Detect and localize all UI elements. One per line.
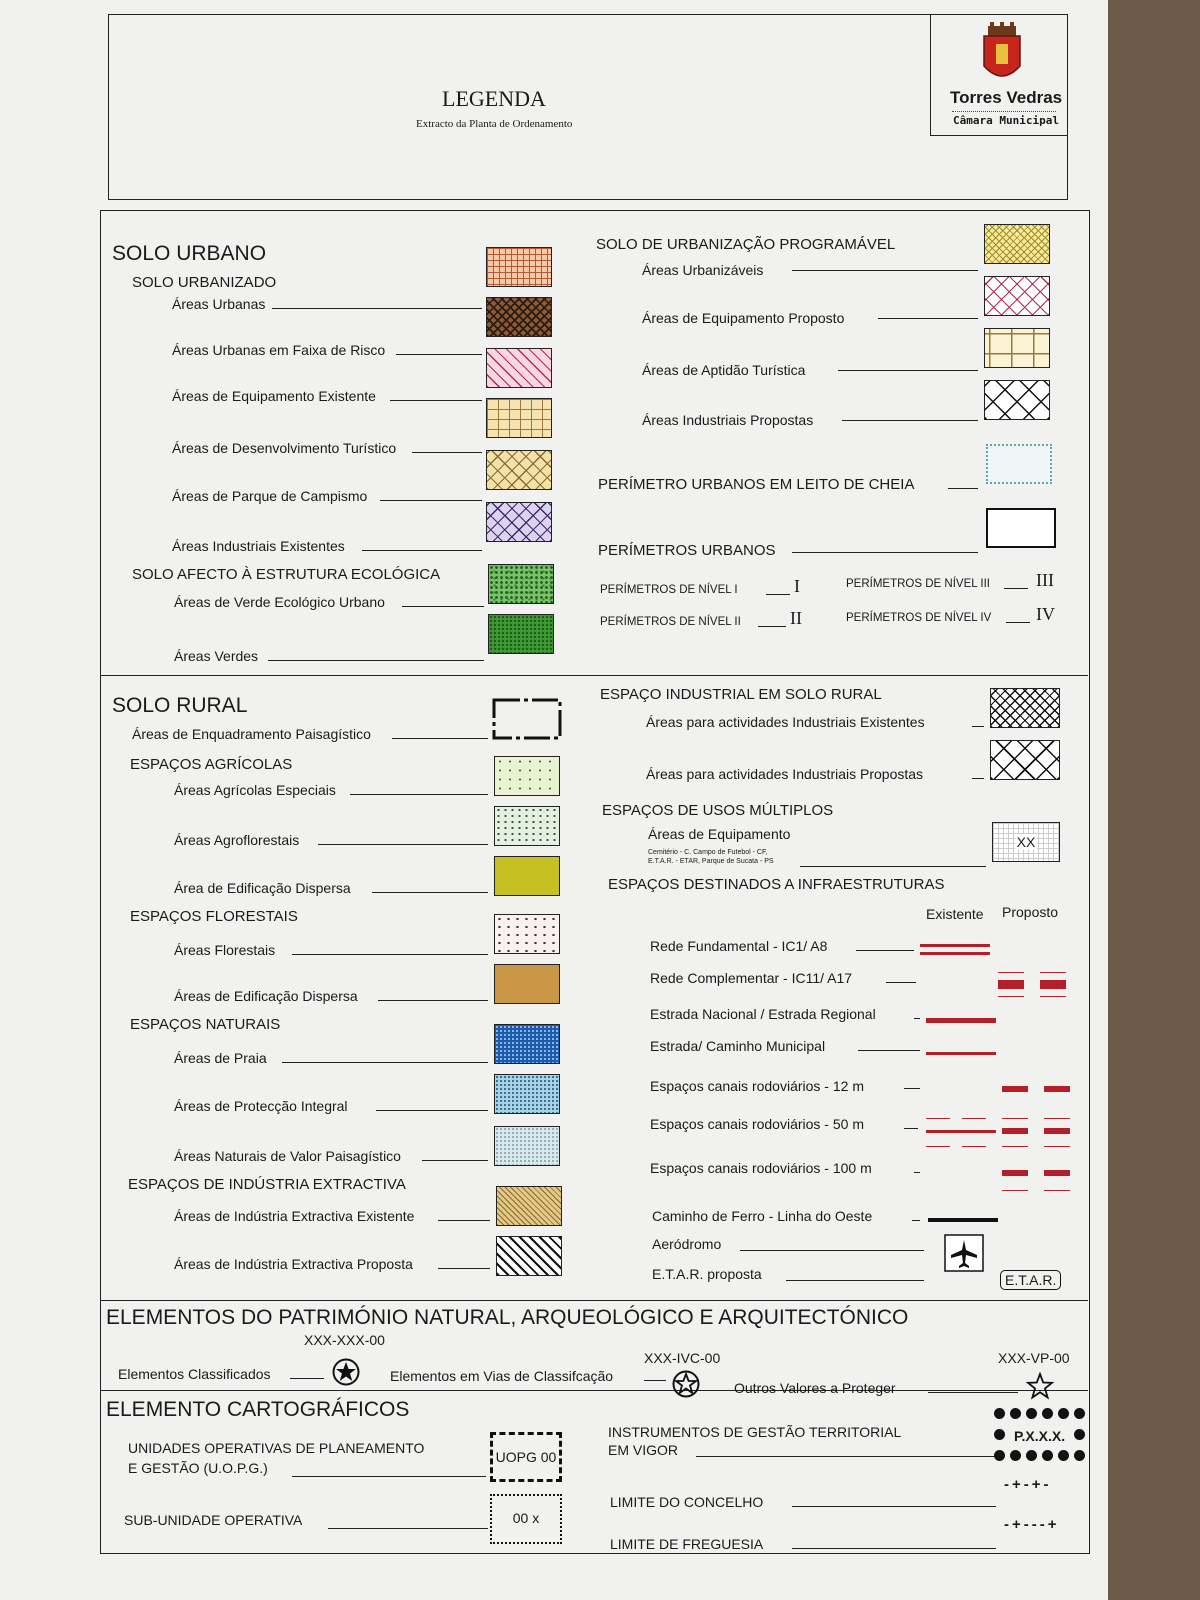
cartograficos-heading: ELEMENTO CARTOGRÁFICOS: [106, 1398, 410, 1421]
leader-line: [792, 552, 978, 553]
swatch-rural-industriais-propostas: [990, 740, 1060, 780]
leader-line: [282, 1062, 488, 1063]
leader-line: [272, 308, 482, 309]
boundary-dot: [1042, 1408, 1053, 1419]
leader-line: [786, 1280, 924, 1281]
boundary-dot: [1074, 1450, 1085, 1461]
leader-line: [856, 950, 914, 951]
road-symbol-canal-50: [1002, 1118, 1028, 1119]
leader-line: [380, 500, 482, 501]
infraestruturas-heading: ESPAÇOS DESTINADOS A INFRAESTRUTURAS: [608, 876, 945, 893]
legend-label: Áreas Agrícolas Especiais: [174, 782, 336, 798]
equipamento-note: E.T.A.R. - ETAR, Parque de Sucata - PS: [648, 858, 774, 865]
instrumentos-code: P.X.X.X.: [1014, 1428, 1066, 1444]
swatch-equipamento-proposto: [984, 276, 1050, 316]
sub-unidade-box-symbol: 00 x: [490, 1494, 562, 1544]
leader-line: [318, 844, 488, 845]
road-label: Rede Complementar - IC11/ A17: [650, 970, 853, 986]
freguesia-label: LIMITE DE FREGUESIA: [610, 1536, 764, 1552]
swatch-urbanizaveis: [984, 224, 1050, 264]
road-symbol-complementar: [1040, 972, 1066, 973]
legend-subtitle: Extracto da Planta de Ordenamento: [416, 118, 573, 130]
em-vias-label: Elementos em Vias de Classifcação: [390, 1368, 614, 1384]
nivel-label: PERÍMETROS DE NÍVEL III: [846, 578, 990, 590]
leader-line: [792, 1506, 996, 1507]
leito-cheia-label: PERÍMETRO URBANOS EM LEITO DE CHEIA: [598, 476, 915, 493]
nivel-roman: III: [1036, 570, 1054, 590]
instrumentos-label-2: EM VIGOR: [608, 1442, 679, 1458]
uopg-label-2: E GESTÃO (U.O.P.G.): [128, 1460, 268, 1476]
leader-line: [438, 1220, 490, 1221]
swatch-praia: [494, 1024, 560, 1064]
sub-unidade-label: SUB-UNIDADE OPERATIVA: [124, 1512, 303, 1528]
road-symbol-canal-100: [1002, 1170, 1028, 1176]
swatch-extractiva-proposta: [496, 1236, 562, 1276]
etar-symbol: E.T.A.R.: [1000, 1270, 1061, 1290]
boundary-dot: [1026, 1450, 1037, 1461]
florestais-subheading: ESPAÇOS FLORESTAIS: [130, 908, 298, 925]
leader-line: [438, 1268, 490, 1269]
leader-line: [912, 1220, 920, 1221]
boundary-dot: [994, 1408, 1005, 1419]
road-symbol-canal-100: [1044, 1170, 1070, 1176]
logo-dots: [952, 111, 1056, 112]
legend-label: Áreas de Praia: [174, 1050, 267, 1066]
nivel-roman: II: [790, 608, 802, 628]
logo-name: Torres Vedras: [950, 88, 1063, 107]
boundary-dot: [1074, 1429, 1085, 1440]
leader-line: [858, 1050, 920, 1051]
swatch-verde-ecologico: [488, 564, 554, 604]
leader-line: [268, 660, 484, 661]
legend-label: Áreas Naturais de Valor Paisagístico: [174, 1148, 401, 1164]
boundary-dot: [994, 1429, 1005, 1440]
leader-line: [1006, 622, 1030, 623]
leader-line: [758, 626, 786, 627]
road-symbol-canal-50: [926, 1130, 996, 1133]
extractiva-subheading: ESPAÇOS DE INDÚSTRIA EXTRACTIVA: [128, 1176, 406, 1193]
solo-urbano-heading: SOLO URBANO: [112, 242, 267, 265]
swatch-areas-urbanas: [486, 247, 552, 287]
road-symbol-complementar: [998, 980, 1024, 989]
boundary-dot: [1042, 1450, 1053, 1461]
swatch-agricolas-especiais: [494, 756, 560, 796]
leader-line: [792, 1548, 996, 1549]
proposto-column-label: Proposto: [1002, 904, 1059, 920]
road-symbol-canal-50: [1002, 1146, 1028, 1147]
outros-label: Outros Valores a Proteger: [734, 1380, 896, 1396]
legend-label: Áreas Urbanas em Faixa de Risco: [172, 342, 386, 358]
programavel-heading: SOLO DE URBANIZAÇÃO PROGRAMÁVEL: [596, 236, 896, 253]
instrumentos-label: INSTRUMENTOS DE GESTÃO TERRITORIAL: [608, 1424, 902, 1440]
swatch-usos-multiplos: [992, 822, 1060, 862]
leader-line: [972, 726, 984, 727]
swatch-proteccao-integral: [494, 1074, 560, 1114]
road-symbol-canal-50: [926, 1146, 950, 1147]
swatch-parque-campismo: [486, 450, 552, 490]
estrutura-ecologica-subheading: SOLO AFECTO À ESTRUTURA ECOLÓGICA: [132, 566, 441, 583]
leader-line: [766, 594, 790, 595]
swatch-aptidao-turistica: [984, 328, 1050, 368]
freguesia-symbol: -+---+: [1004, 1516, 1060, 1533]
code-em-vias: XXX-IVC-00: [644, 1350, 721, 1366]
legend-label: Áreas Urbanizáveis: [642, 262, 764, 278]
road-label: Aeródromo: [652, 1236, 722, 1252]
leader-line: [914, 1172, 920, 1173]
legend-label: Áreas de Equipamento: [648, 826, 791, 842]
leader-line: [392, 738, 488, 739]
perimetros-label: PERÍMETROS URBANOS: [598, 542, 776, 559]
leader-line: [948, 488, 978, 489]
swatch-edificacao-dispersa-florestal: [494, 964, 560, 1004]
leader-line: [886, 982, 916, 983]
swatch-perimetros-urbanos: [986, 508, 1056, 548]
legend-label: Áreas para actividades Industriais Existentes: [646, 714, 925, 730]
star-outline-icon: [1026, 1372, 1054, 1400]
leader-line: [292, 1476, 486, 1477]
header-box: [108, 14, 1068, 200]
boundary-dot: [1026, 1408, 1037, 1419]
road-symbol-canal-50: [1002, 1128, 1028, 1134]
road-symbol-complementar: [998, 972, 1024, 973]
leader-line: [740, 1250, 924, 1251]
legend-label: Áreas Industriais Existentes: [172, 538, 345, 554]
road-symbol-complementar: [1040, 996, 1066, 997]
divider-urbano-rural: [100, 675, 1088, 676]
code-outros: XXX-VP-00: [998, 1350, 1070, 1366]
road-label: Espaços canais rodoviários - 50 m: [650, 1116, 864, 1132]
road-symbol-municipal: [926, 1052, 996, 1055]
leader-line: [412, 452, 482, 453]
star-outline-circle-icon: [672, 1370, 700, 1398]
legend-title: LEGENDA: [442, 86, 546, 111]
legend-label: Áreas para actividades Industriais Propostas: [646, 766, 924, 782]
road-symbol-fundamental: [920, 944, 990, 947]
road-symbol-canal-100: [1002, 1190, 1028, 1191]
road-label: E.T.A.R. proposta: [652, 1266, 762, 1282]
swatch-industriais-existentes: [486, 502, 552, 542]
swatch-areas-verdes: [488, 614, 554, 654]
agricolas-subheading: ESPAÇOS AGRÍCOLAS: [130, 756, 293, 773]
legend-label: Áreas de Equipamento Proposto: [642, 310, 845, 326]
swatch-faixa-risco: [486, 297, 552, 337]
swatch-extractiva-existente: [496, 1186, 562, 1226]
swatch-enquadramento: [492, 698, 562, 740]
solo-rural-heading: SOLO RURAL: [112, 694, 248, 717]
legend-label: Áreas de Parque de Campismo: [172, 488, 368, 504]
nivel-roman: I: [794, 576, 800, 596]
boundary-dot: [1074, 1408, 1085, 1419]
swatch-florestais: [494, 914, 560, 954]
nivel-roman: IV: [1036, 604, 1055, 624]
divider-patrimonio-cartografico: [100, 1390, 1088, 1391]
swatch-edificacao-dispersa-agricola: [494, 856, 560, 896]
leader-line: [390, 400, 482, 401]
logo-subname: Câmara Municipal: [953, 114, 1059, 127]
leader-line: [290, 1378, 324, 1379]
nivel-label: PERÍMETROS DE NÍVEL I: [600, 584, 738, 596]
solo-urbanizado-subheading: SOLO URBANIZADO: [132, 274, 277, 291]
road-symbol-canal-50: [1044, 1118, 1070, 1119]
legend-label: Áreas Agroflorestais: [174, 832, 300, 848]
code-classificados: XXX-XXX-00: [304, 1332, 385, 1348]
swatch-rural-industriais-existentes: [990, 688, 1060, 728]
leader-line: [372, 892, 488, 893]
road-label: Espaços canais rodoviários - 100 m: [650, 1160, 872, 1176]
legend-label: Áreas de Edificação Dispersa: [174, 988, 358, 1004]
legend-label: Áreas Verdes: [174, 648, 259, 664]
leader-line: [402, 606, 484, 607]
classificados-label: Elementos Classificados: [118, 1366, 271, 1382]
leader-line: [292, 954, 488, 955]
leader-line: [838, 370, 978, 371]
uopg-box-symbol: UOPG 00: [490, 1432, 562, 1482]
boundary-dot: [1058, 1408, 1069, 1419]
leader-line: [378, 1000, 488, 1001]
road-symbol-canal-50: [1044, 1128, 1070, 1134]
road-symbol-nacional: [926, 1018, 996, 1023]
industrial-rural-heading: ESPAÇO INDUSTRIAL EM SOLO RURAL: [600, 686, 882, 703]
legend-label: Áreas de Aptidão Turística: [642, 362, 806, 378]
swatch-equipamento-existente: [486, 348, 552, 388]
swatch-valor-paisagistico: [494, 1126, 560, 1166]
boundary-dot: [994, 1450, 1005, 1461]
leader-line: [904, 1128, 918, 1129]
leader-line: [696, 1456, 996, 1457]
road-symbol-complementar: [1040, 980, 1066, 989]
concelho-label: LIMITE DO CONCELHO: [610, 1494, 764, 1510]
leader-line: [904, 1088, 920, 1089]
leader-line: [878, 318, 978, 319]
usos-multiplos-heading: ESPAÇOS DE USOS MÚLTIPLOS: [602, 802, 834, 819]
airplane-icon: [944, 1234, 984, 1272]
legend-label: Área de Edificação Dispersa: [174, 880, 351, 896]
road-label: Espaços canais rodoviários - 12 m: [650, 1078, 864, 1094]
legend-label: Áreas de Desenvolvimento Turístico: [172, 440, 397, 456]
leader-line: [792, 270, 978, 271]
leader-line: [396, 354, 482, 355]
road-label: Estrada/ Caminho Municipal: [650, 1038, 826, 1054]
legend-label: Áreas de Indústria Extractiva Proposta: [174, 1256, 413, 1272]
leader-line: [928, 1392, 1018, 1393]
legend-label: Áreas Industriais Propostas: [642, 412, 814, 428]
legend-label: Áreas de Equipamento Existente: [172, 388, 376, 404]
leader-line: [914, 1018, 920, 1019]
leader-line: [842, 420, 978, 421]
legend-label: Áreas de Protecção Integral: [174, 1098, 348, 1114]
leader-line: [376, 1110, 488, 1111]
legend-label: Áreas de Enquadramento Paisagístico: [132, 726, 371, 742]
legend-label: Áreas de Indústria Extractiva Existente: [174, 1208, 415, 1224]
leader-line: [800, 866, 986, 867]
road-symbol-canal-50: [1044, 1146, 1070, 1147]
swatch-agroflorestais: [494, 806, 560, 846]
divider-rural-patrimonio: [100, 1300, 1088, 1301]
legend-label: Áreas Florestais: [174, 942, 276, 958]
star-filled-circle-icon: [332, 1358, 360, 1386]
road-symbol-fundamental: [920, 952, 990, 955]
naturais-subheading: ESPAÇOS NATURAIS: [130, 1016, 281, 1033]
boundary-dot: [1010, 1450, 1021, 1461]
patrimonio-heading: ELEMENTOS DO PATRIMÓNIO NATURAL, ARQUEOLÓGICO E ARQUITECTÓNICO: [106, 1306, 909, 1329]
existente-column-label: Existente: [926, 906, 984, 922]
municipal-crest-icon: [980, 20, 1024, 84]
swatch-industriais-propostas: [984, 380, 1050, 420]
boundary-dot: [1010, 1408, 1021, 1419]
road-symbol-canal-50: [926, 1118, 950, 1119]
leader-line: [350, 794, 488, 795]
leader-line: [1004, 588, 1028, 589]
concelho-symbol: -+-+-: [1004, 1476, 1052, 1493]
road-symbol-canal-50: [962, 1118, 986, 1119]
equipamento-note: Cemitério - C. Campo de Futebol - CF,: [648, 849, 768, 856]
leader-line: [328, 1528, 488, 1529]
road-symbol-complementar: [998, 996, 1024, 997]
leader-line: [644, 1380, 666, 1381]
road-symbol-canal-12: [1002, 1086, 1028, 1092]
swatch-desenvolvimento-turistico: [486, 398, 552, 438]
legend-label: Áreas de Verde Ecológico Urbano: [174, 594, 385, 610]
road-symbol-canal-12: [1044, 1086, 1070, 1092]
boundary-dot: [1058, 1450, 1069, 1461]
uopg-label: UNIDADES OPERATIVAS DE PLANEAMENTO: [128, 1440, 425, 1456]
road-label: Rede Fundamental - IC1/ A8: [650, 938, 828, 954]
road-symbol-canal-50: [962, 1146, 986, 1147]
leader-line: [972, 778, 984, 779]
road-label: Caminho de Ferro - Linha do Oeste: [652, 1208, 873, 1224]
equipamento-code: XX: [1016, 834, 1036, 850]
nivel-label: PERÍMETROS DE NÍVEL IV: [846, 612, 992, 624]
nivel-label: PERÍMETROS DE NÍVEL II: [600, 616, 741, 628]
road-label: Estrada Nacional / Estrada Regional: [650, 1006, 876, 1022]
leader-line: [362, 550, 482, 551]
leader-line: [422, 1160, 488, 1161]
railway-symbol: [928, 1218, 998, 1222]
legend-label: Áreas Urbanas: [172, 296, 266, 312]
swatch-leito-cheia: [986, 444, 1052, 484]
road-symbol-canal-100: [1044, 1190, 1070, 1191]
